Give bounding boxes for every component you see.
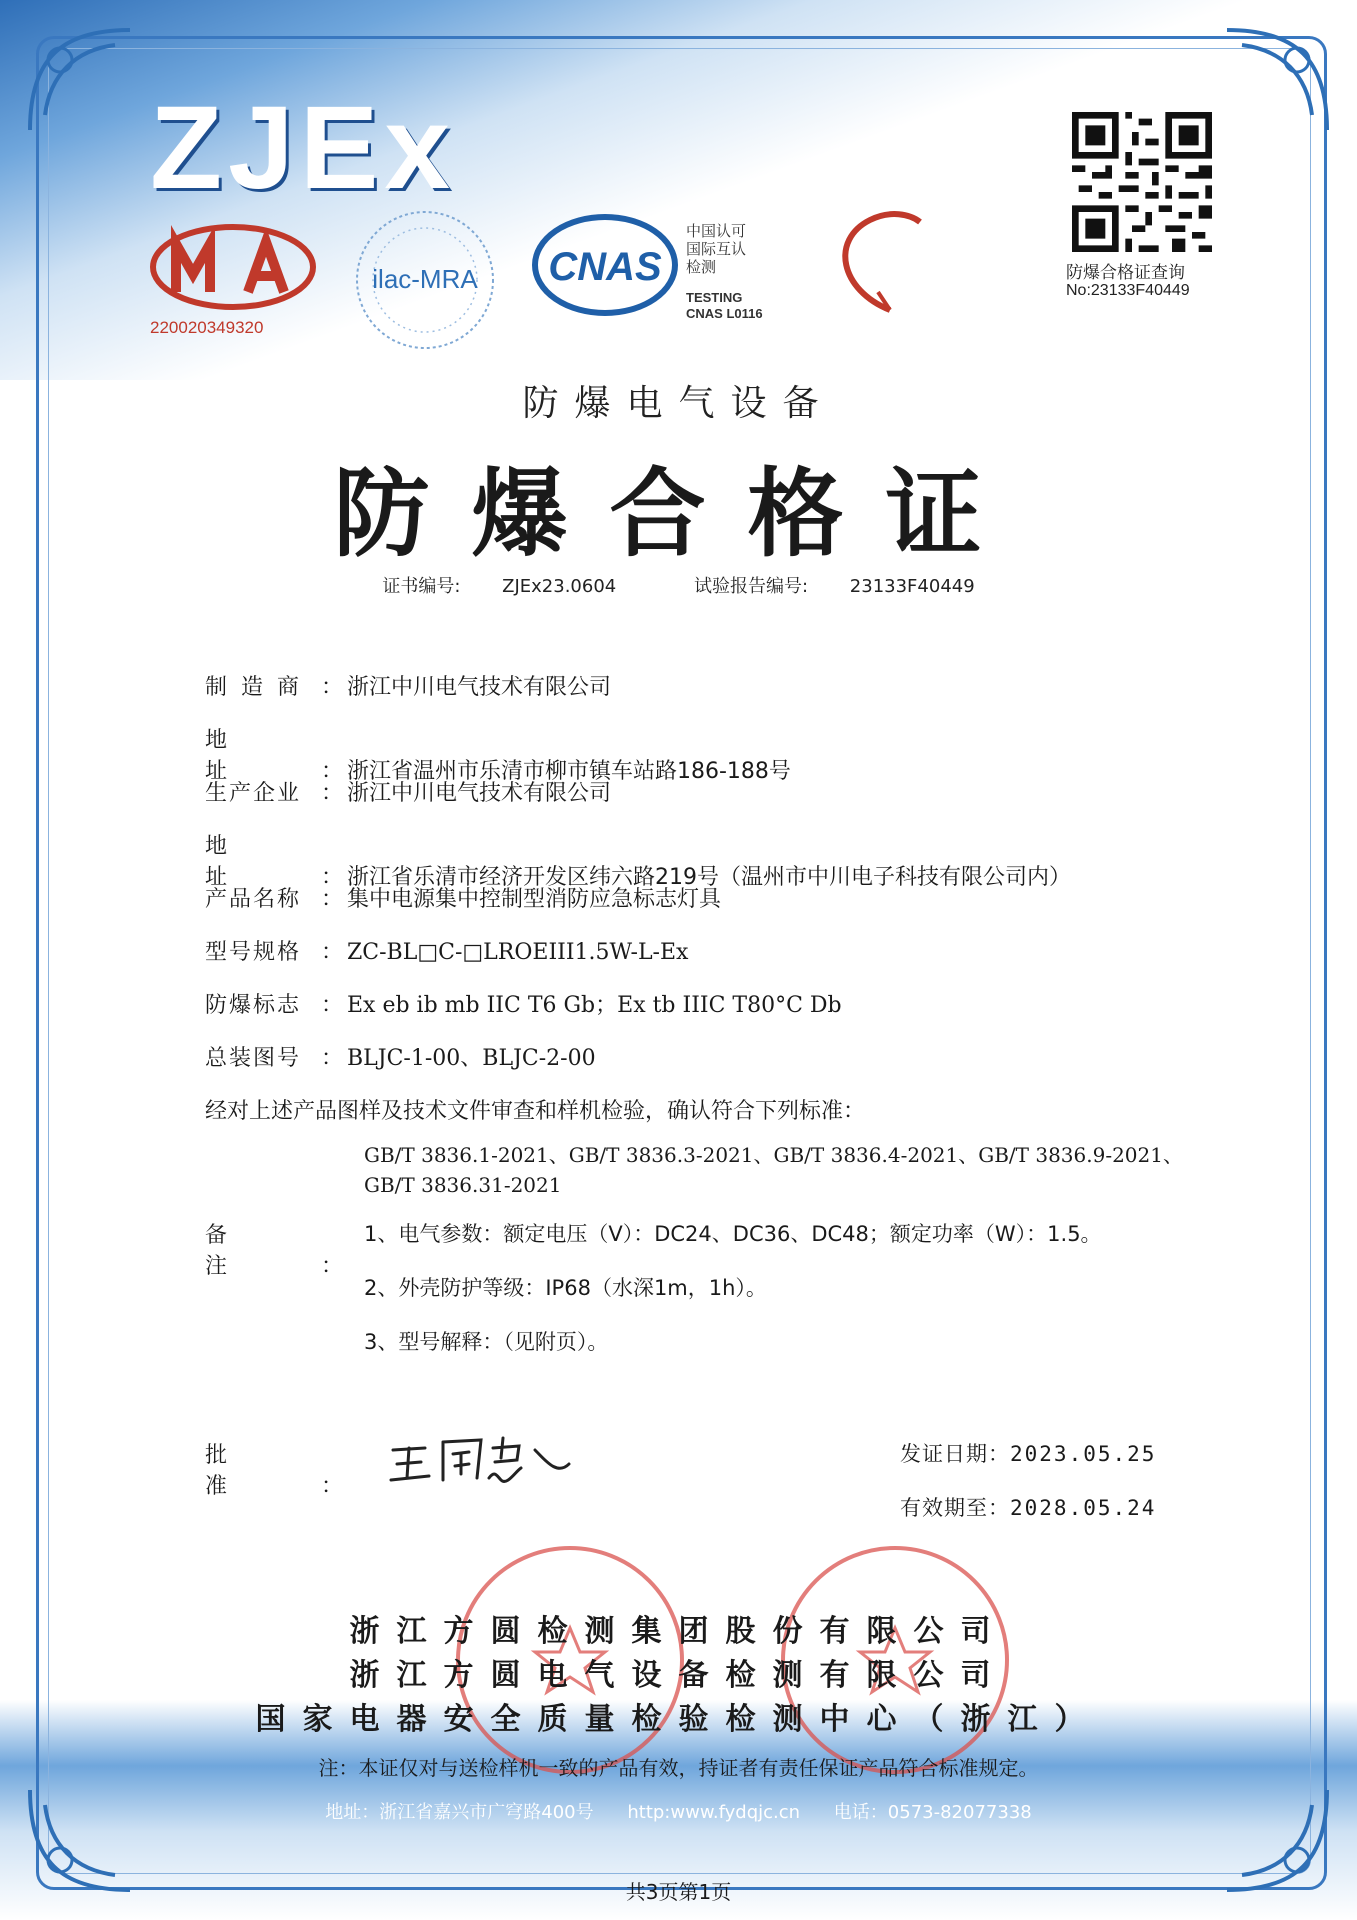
phone: 电话：0573-82077338 bbox=[833, 1802, 1032, 1823]
field-producer: 生产企业 ： 浙江中川电气技术有限公司 bbox=[205, 781, 612, 806]
qr-code[interactable] bbox=[1066, 112, 1218, 252]
remark-2: 2、外壳防护等级：IP68（水深1m，1h）。 bbox=[364, 1276, 767, 1300]
footnote: 注：本证仅对与送检样机一致的产品有效，持证者有责任保证产品符合标准规定。 bbox=[318, 1756, 1039, 1780]
report-no: 试验报告编号: 23133F40449 bbox=[693, 576, 975, 597]
field-manufacturer: 制造商 ： 浙江中川电气技术有限公司 bbox=[205, 675, 612, 700]
contact-line bbox=[0, 1798, 1357, 1824]
field-model: 型号规格 ： ZC-BL□C-□LROEIII1.5W-L-Ex bbox=[205, 940, 689, 965]
cert-no: 证书编号: ZJEx23.0604 bbox=[382, 576, 617, 597]
issuer-2: 浙江方圆电气设备检测有限公司 bbox=[349, 1658, 1008, 1693]
document-subtitle: 防爆电气设备 bbox=[522, 383, 835, 424]
remarks-label: 备注 ： bbox=[205, 1223, 343, 1279]
website-link[interactable]: http:www.fydqjc.cn bbox=[627, 1802, 801, 1823]
remark-3: 3、型号解释：（见附页）。 bbox=[364, 1330, 609, 1354]
page-number: 共3页第1页 bbox=[625, 1880, 732, 1904]
field-manufacturer-address: 地址 ： 浙江省温州市乐清市柳市镇车站路186-188号 bbox=[205, 728, 791, 784]
zjex-logo: ZJEx bbox=[150, 82, 457, 214]
red-arc-mark bbox=[820, 200, 930, 320]
issue-date: 发证日期：2023.05.25 bbox=[900, 1442, 1157, 1466]
compliance-statement: 经对上述产品图样及技术文件审查和样机检验，确认符合下列标准： bbox=[205, 1099, 866, 1124]
document-title: 防爆合格证 bbox=[333, 457, 1024, 570]
approve-label: 批准 ： bbox=[205, 1443, 343, 1499]
field-product-name: 产品名称 ： 集中电源集中控制型消防应急标志灯具 bbox=[205, 887, 722, 912]
signature bbox=[385, 1420, 575, 1490]
field-ex-marking: 防爆标志 ： Ex eb ib mb IIC T6 Gb；Ex tb IIIC T80°C Db bbox=[205, 993, 842, 1018]
ilac-mra-logo bbox=[350, 205, 500, 355]
cma-code: 220020349320 bbox=[150, 318, 264, 337]
corner-ornament-top-left bbox=[20, 20, 140, 140]
qr-caption: 防爆合格证查询 bbox=[1066, 263, 1185, 283]
qr-number: No:23133F40449 bbox=[1066, 282, 1190, 299]
cnas-text: CNAS bbox=[548, 245, 662, 289]
standards-list: GB/T 3836.1-2021、GB/T 3836.3-2021、GB/T 3836.4-2021、GB/T 3836.9-2021、 GB/T 3836.31-2021 bbox=[364, 1143, 1183, 1197]
issuer-1: 浙江方圆检测集团股份有限公司 bbox=[349, 1614, 1008, 1649]
cnas-chinese-label: 中国认可 国际互认 检测 bbox=[686, 222, 747, 276]
address: 地址：浙江省嘉兴市广穹路400号 bbox=[325, 1802, 594, 1823]
field-producer-address: 地址 ： 浙江省乐清市经济开发区纬六路219号（温州市中川电子科技有限公司内） bbox=[205, 834, 1071, 890]
cnas-logo bbox=[530, 210, 680, 320]
certificate-numbers bbox=[0, 572, 1357, 598]
issuer-3: 国家电器安全质量检验检测中心（浙江） bbox=[255, 1702, 1102, 1737]
valid-until: 有效期至：2028.05.24 bbox=[900, 1496, 1157, 1520]
cnas-testing-label: TESTING CNAS L0116 bbox=[686, 290, 763, 321]
field-drawing-no: 总装图号 ： BLJC-1-00、BLJC-2-00 bbox=[205, 1046, 596, 1071]
remark-1: 1、电气参数：额定电压（V）：DC24、DC36、DC48；额定功率（W）：1.5。 bbox=[364, 1222, 1102, 1246]
corner-ornament-top-right bbox=[1217, 20, 1337, 140]
ilac-text: ilac-MRA bbox=[372, 264, 478, 294]
cma-logo bbox=[148, 222, 318, 312]
